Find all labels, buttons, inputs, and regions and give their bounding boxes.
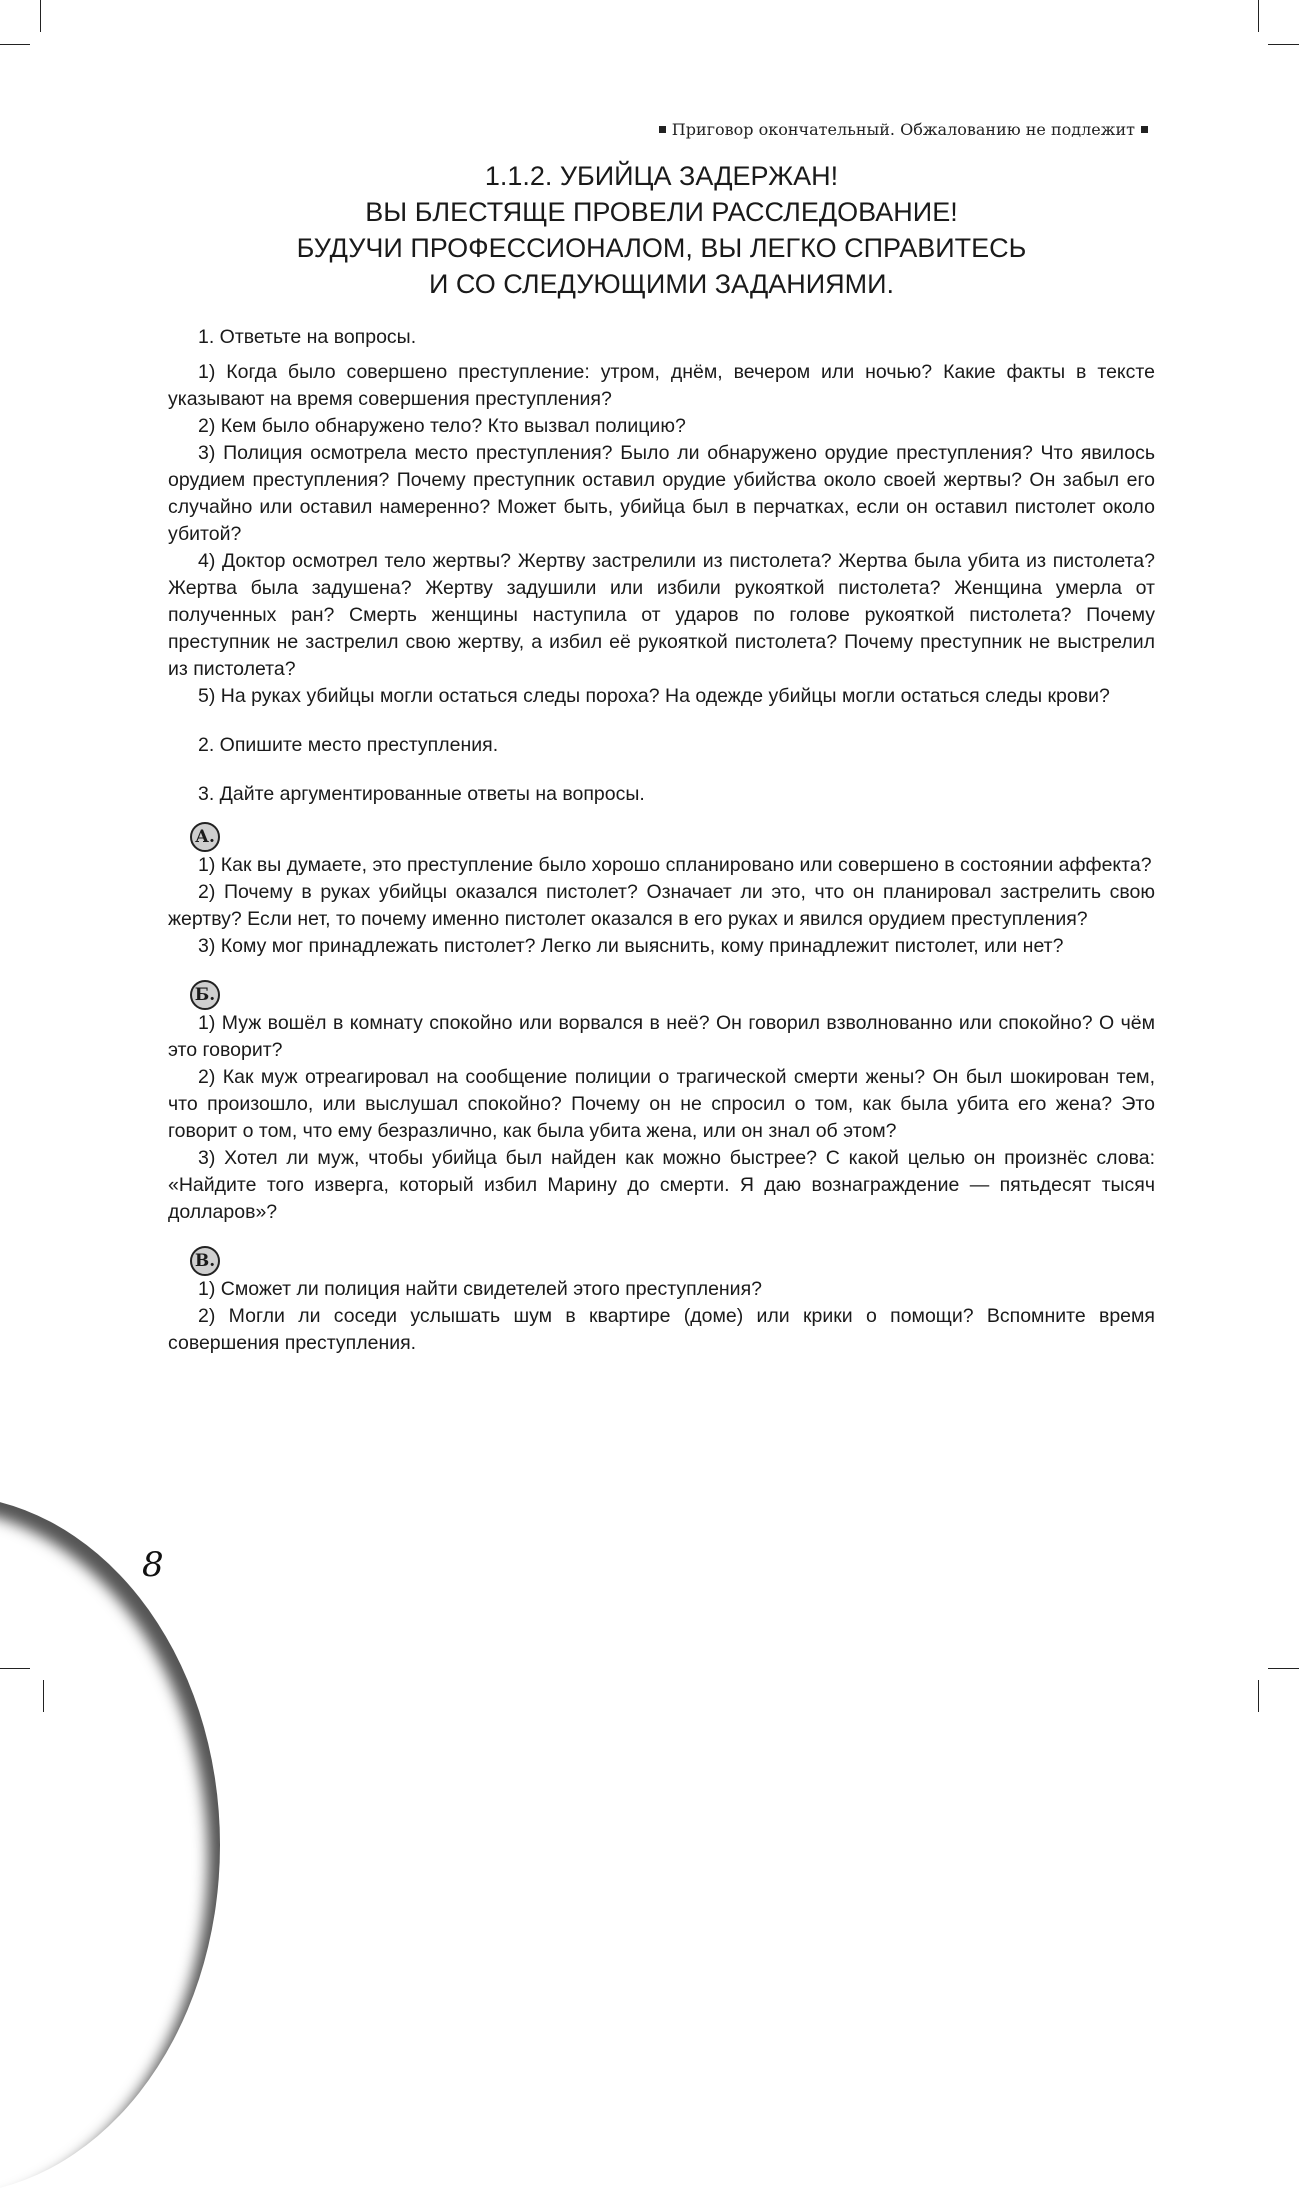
task-heading: 1. Ответьте на вопросы. xyxy=(198,326,417,348)
running-head-text: Приговор окончательный. Обжалованию не подлежит xyxy=(671,120,1135,139)
question: 3) Полиция осмотрела место преступления? Было ли обнаружено орудие преступления? Что явилось орудием преступления? Почему преступник оставил орудие убийства около своей жертвы? Он забыл его случайно или оставил намеренно? Может быть, убийца был в перчатках, если он оставил пистолет около убитой? xyxy=(168,442,1155,545)
page-number: 8 xyxy=(142,1545,164,1585)
title-line: 1.1.2. УБИЙЦА ЗАДЕРЖАН! xyxy=(484,161,839,191)
running-head xyxy=(653,120,1154,139)
section-badge-a: А. xyxy=(190,822,220,852)
question: 3) Кому мог принадлежать пистолет? Легко ли выяснить, кому принадлежит пистолет, или нет? xyxy=(198,935,1064,957)
question: 1) Когда было совершено преступление: утром, днём, вечером или ночью? Какие факты в тексте указывают на время совершения преступления? xyxy=(168,361,1155,410)
crop-mark xyxy=(40,0,41,32)
crop-mark xyxy=(1268,1668,1299,1669)
section-badge-b: Б. xyxy=(190,980,220,1010)
title-line: БУДУЧИ ПРОФЕССИОНАЛОМ, ВЫ ЛЕГКО СПРАВИТЕСЬ xyxy=(296,233,1027,263)
crop-mark xyxy=(1258,1680,1259,1712)
task-heading: 2. Опишите место преступления. xyxy=(198,734,499,756)
crop-mark xyxy=(1268,44,1299,45)
page-corner-arc xyxy=(0,1495,220,2195)
question: 5) На руках убийцы могли остаться следы пороха? На одежде убийцы могли остаться следы крови? xyxy=(198,685,1110,707)
question: 2) Как муж отреагировал на сообщение полиции о трагической смерти жены? Он был шокирован тем, что произошло, или выслушал спокойно? Почему он не спросил о том, как была убита его жена? Это говорит о том, что ему безразлично, как была убита жена, или он знал об этом? xyxy=(168,1066,1155,1142)
section-title xyxy=(168,158,1155,302)
question: 1) Как вы думаете, это преступление было хорошо спланировано или совершено в состоянии аффекта? xyxy=(198,854,1152,876)
question: 4) Доктор осмотрел тело жертвы? Жертву застрелили из пистолета? Жертва была убита из пистолета? Жертва была задушена? Жертву задушили или избили рукояткой пистолета? Женщина умерла от полученных ран? Смерть женщины наступила от ударов по голове рукояткой пистолета? Почему преступник не застрелил свою жертву, а избил её рукояткой пистолета? Почему преступник не выстрелил из пистолета? xyxy=(168,550,1155,680)
question: 1) Сможет ли полиция найти свидетелей этого преступления? xyxy=(198,1278,762,1300)
task-heading: 3. Дайте аргументированные ответы на вопросы. xyxy=(198,783,645,805)
question: 1) Муж вошёл в комнату спокойно или ворвался в неё? Он говорил взволнованно или спокойно? О чём это говорит? xyxy=(168,1012,1155,1061)
crop-mark xyxy=(1258,0,1259,32)
title-line: ВЫ БЛЕСТЯЩЕ ПРОВЕЛИ РАССЛЕДОВАНИЕ! xyxy=(365,197,958,227)
square-bullet-icon xyxy=(1141,126,1148,133)
question: 2) Могли ли соседи услышать шум в квартире (доме) или крики о помощи? Вспомните время совершения преступления. xyxy=(168,1305,1155,1354)
page-content xyxy=(168,324,1155,1357)
square-bullet-icon xyxy=(659,126,666,133)
crop-mark xyxy=(0,44,30,45)
question: 2) Почему в руках убийцы оказался пистолет? Означает ли это, что он планировал застрелить свою жертву? Если нет, то почему именно пистолет оказался в его руках и явился орудием преступления? xyxy=(168,881,1155,930)
question: 3) Хотел ли муж, чтобы убийца был найден как можно быстрее? С какой целью он произнёс слова: «Найдите того изверга, который избил Марину до смерти. Я даю вознаграждение — пятьдесят тысяч долларов»? xyxy=(168,1147,1155,1223)
section-badge-v: В. xyxy=(190,1246,220,1276)
title-line: И СО СЛЕДУЮЩИМИ ЗАДАНИЯМИ. xyxy=(428,269,895,299)
question: 2) Кем было обнаружено тело? Кто вызвал полицию? xyxy=(198,415,686,437)
